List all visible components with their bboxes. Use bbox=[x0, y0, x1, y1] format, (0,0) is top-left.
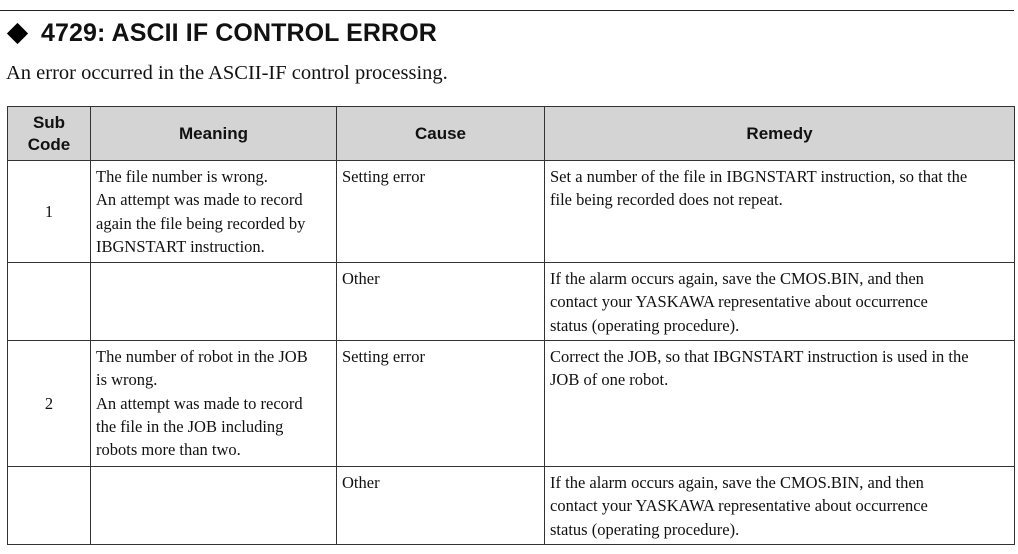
meaning-line: again the file being recorded by bbox=[96, 213, 306, 233]
header-remedy: Remedy bbox=[545, 107, 1015, 161]
remedy-line: contact your YASKAWA representative about occurrence bbox=[550, 292, 928, 312]
remedy-line: file being recorded does not repeat. bbox=[550, 190, 783, 210]
cause-cell: Other bbox=[337, 263, 545, 341]
top-rule bbox=[0, 10, 1014, 11]
meaning-cell bbox=[91, 161, 337, 263]
sub-code-cell: 2 bbox=[8, 341, 91, 467]
heading-title: 4729: ASCII IF CONTROL ERROR bbox=[41, 18, 437, 47]
remedy-line: If the alarm occurs again, save the CMOS.BIN, and then bbox=[550, 269, 924, 288]
remedy-cell bbox=[545, 341, 1015, 467]
header-cause: Cause bbox=[337, 107, 545, 161]
meaning-cell bbox=[91, 263, 337, 341]
remedy-line: If the alarm occurs again, save the CMOS.BIN, and then bbox=[550, 473, 924, 492]
meaning-line: The file number is wrong. bbox=[96, 167, 268, 186]
meaning-cell bbox=[91, 467, 337, 545]
meaning-line: An attempt was made to record bbox=[96, 190, 303, 210]
table-row bbox=[8, 161, 1015, 263]
meaning-line: robots more than two. bbox=[96, 440, 241, 460]
error-table bbox=[7, 106, 1015, 545]
section-heading bbox=[6, 18, 437, 48]
remedy-line: contact your YASKAWA representative about occurrence bbox=[550, 496, 928, 516]
remedy-cell bbox=[545, 467, 1015, 545]
header-sub-line1: Sub bbox=[32, 112, 66, 132]
meaning-cell bbox=[91, 341, 337, 467]
sub-code-cell bbox=[8, 467, 91, 545]
meaning-line: An attempt was made to record bbox=[96, 393, 303, 413]
cause-cell: Setting error bbox=[337, 161, 545, 263]
remedy-line: Correct the JOB, so that IBGNSTART instruction is used in the bbox=[550, 347, 969, 366]
remedy-line: Set a number of the file in IBGNSTART instruction, so that the bbox=[550, 167, 968, 186]
remedy-line: JOB of one robot. bbox=[550, 370, 669, 390]
sub-code-cell bbox=[8, 263, 91, 341]
header-meaning: Meaning bbox=[91, 107, 337, 161]
diamond-bullet-icon bbox=[7, 22, 28, 43]
meaning-line: The number of robot in the JOB bbox=[96, 347, 308, 366]
remedy-cell bbox=[545, 161, 1015, 263]
meaning-line: the file in the JOB including bbox=[96, 416, 284, 436]
table-row bbox=[8, 341, 1015, 467]
cause-cell: Other bbox=[337, 467, 545, 545]
remedy-line: status (operating procedure). bbox=[550, 315, 740, 335]
header-row bbox=[8, 107, 1015, 161]
table-row bbox=[8, 263, 1015, 341]
table-row bbox=[8, 467, 1015, 545]
header-sub-line2: Code bbox=[27, 134, 71, 154]
remedy-cell bbox=[545, 263, 1015, 341]
sub-code-cell: 1 bbox=[8, 161, 91, 263]
cause-cell: Setting error bbox=[337, 341, 545, 467]
meaning-line: is wrong. bbox=[96, 370, 158, 390]
remedy-line: status (operating procedure). bbox=[550, 519, 740, 539]
meaning-line: IBGNSTART instruction. bbox=[96, 236, 265, 256]
header-sub-code bbox=[8, 107, 91, 161]
intro-text: An error occurred in the ASCII-IF control processing. bbox=[6, 62, 448, 84]
